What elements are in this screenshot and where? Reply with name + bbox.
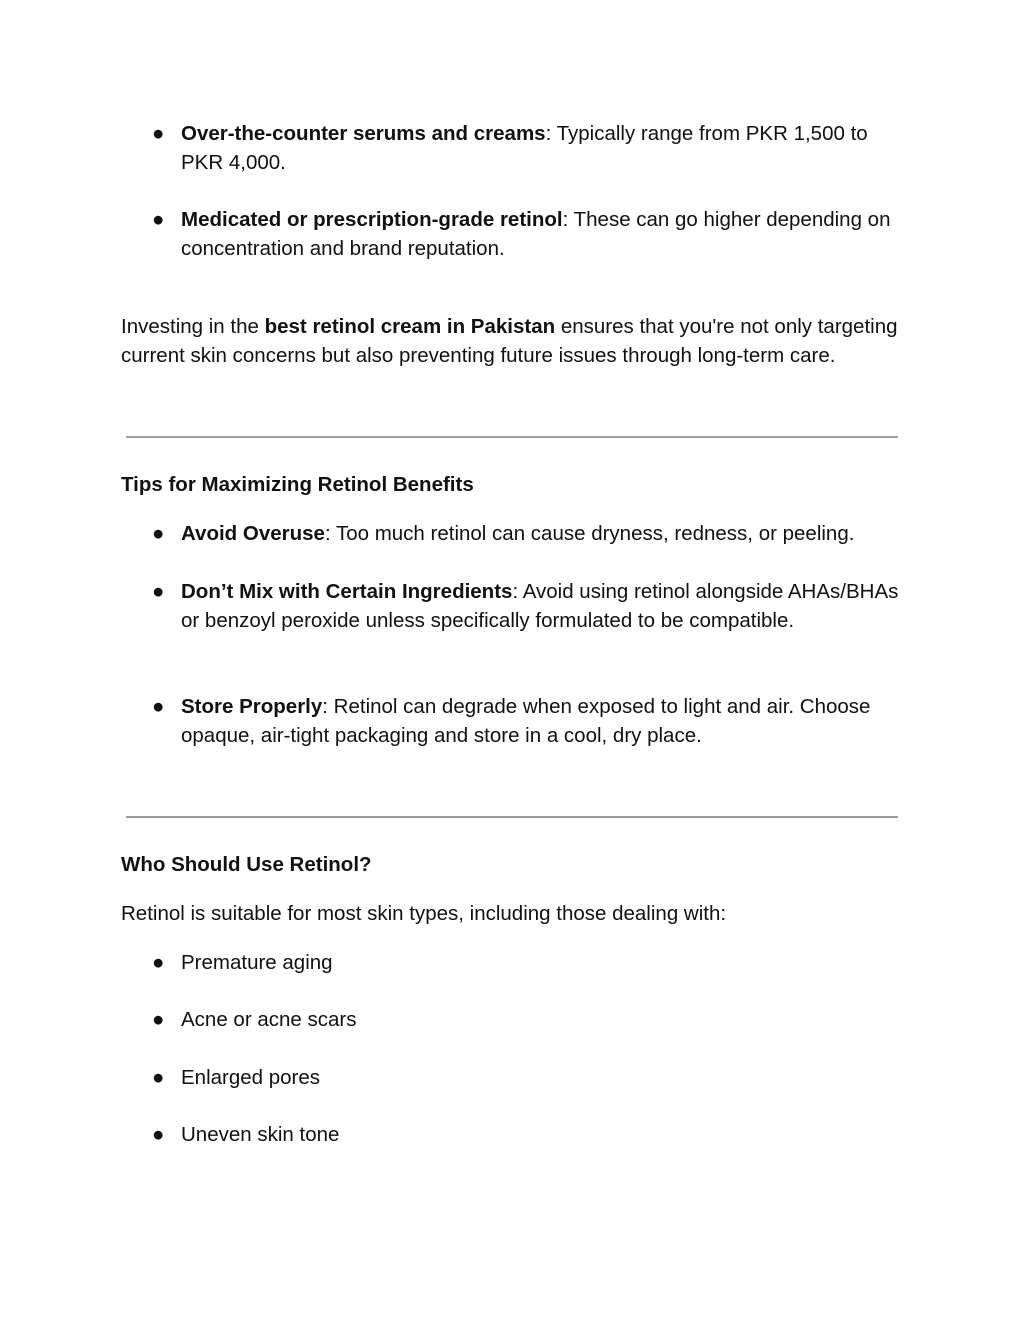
list-item-text <box>181 119 912 177</box>
section-heading: Who Should Use Retinol? <box>121 853 372 876</box>
bullet-icon: ● <box>152 1008 165 1031</box>
list-item <box>152 948 912 977</box>
horizontal-divider <box>126 816 898 818</box>
list-item-text: Enlarged pores <box>181 1066 321 1089</box>
bullet-icon: ● <box>152 1123 165 1146</box>
list-item <box>152 519 912 548</box>
list-item-description: : Too much retinol can cause dryness, redness, or peeling. <box>324 522 855 545</box>
list-item-term: Medicated or prescription-grade retinol <box>181 208 563 231</box>
list-item-text: Uneven skin tone <box>181 1123 340 1146</box>
list-item <box>152 692 912 750</box>
section-heading: Tips for Maximizing Retinol Benefits <box>121 473 474 496</box>
list-item-term: Over-the-counter serums and creams <box>181 122 546 145</box>
list-item-term: Store Properly <box>181 695 323 718</box>
paragraph-text: Investing in the <box>121 315 265 338</box>
list-item <box>152 577 912 635</box>
list-item-term: Avoid Overuse <box>181 522 325 545</box>
list-item-text <box>181 577 912 635</box>
bullet-icon: ● <box>152 122 165 145</box>
bullet-icon: ● <box>152 1066 165 1089</box>
bullet-icon: ● <box>152 208 165 231</box>
bullet-icon: ● <box>152 522 165 545</box>
list-item-text <box>181 692 912 750</box>
intro-paragraph: Retinol is suitable for most skin types, including those dealing with: <box>121 902 727 925</box>
list-item <box>152 1120 912 1149</box>
list-item-description: : Avoid using retinol alongside AHAs/BHAs or benzoyl peroxide unless specifically formulated to be compatible. <box>181 580 899 632</box>
list-item <box>152 1063 912 1092</box>
list-item-text: Premature aging <box>181 951 333 974</box>
list-item <box>152 205 912 263</box>
bullet-icon: ● <box>152 695 165 718</box>
list-item-description: : Typically range from PKR 1,500 to PKR 4,000. <box>181 122 868 174</box>
bullet-icon: ● <box>152 951 165 974</box>
list-item-text <box>181 519 912 548</box>
bullet-icon: ● <box>152 580 165 603</box>
list-item-description: : Retinol can degrade when exposed to light and air. Choose opaque, air-tight packaging and store in a cool, dry place. <box>181 695 871 747</box>
investing-paragraph <box>121 312 911 370</box>
list-item-text <box>181 205 912 263</box>
list-item <box>152 1005 912 1034</box>
list-item-text: Acne or acne scars <box>181 1008 357 1031</box>
list-item-description: : These can go higher depending on concentration and brand reputation. <box>181 208 891 260</box>
list-item <box>152 119 912 177</box>
paragraph-text: ensures that you're not only targeting current skin concerns but also preventing future issues through long-term care. <box>121 315 898 367</box>
horizontal-divider <box>126 436 898 438</box>
paragraph-bold-text: best retinol cream in Pakistan <box>264 315 556 338</box>
list-item-term: Don’t Mix with Certain Ingredients <box>181 580 513 603</box>
